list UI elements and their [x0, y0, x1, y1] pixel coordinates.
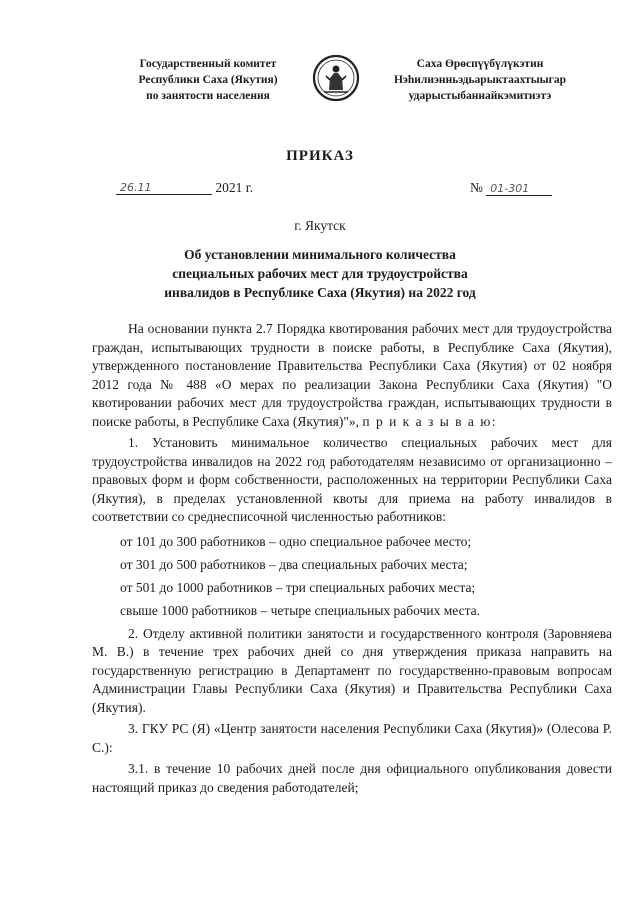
document-number	[470, 180, 552, 196]
header-right-line: Нэһилиэнньэдьарыктаахтыыгар	[393, 74, 567, 86]
document-subject	[0, 245, 640, 302]
subject-line: специальных рабочих мест для трудоустройства	[172, 266, 468, 281]
header-left-line: по занятости населения	[146, 90, 270, 102]
item-3-paragraph: 3. ГКУ РС (Я) «Центр занятости населения Республики Саха (Якутия)» (Олесова Р. С.):	[92, 721, 612, 755]
header-right-line: Саха Өрөспүүбүлүкэтин	[416, 58, 544, 70]
header-left-line: Республики Саха (Якутия)	[138, 74, 278, 86]
preamble-text: На основании пункта 2.7 Порядка квотирования рабочих мест для трудоустройства граждан, испытывающих трудности в поиске работы, в Республике Саха (Якутия), утвержденного постановление Правительства Республики Саха (Якутия) от 02 ноября 2012 года № 488 «О мерах по реализации Закона Республики Саха (Якутия) "О квотировании рабочих мест для трудоустройства граждан, испытывающих трудности в поиске работы, в Республике Саха (Якутия)"»,	[92, 321, 612, 429]
header-right-line: ударыстыбаннайкэмитиэтэ	[408, 90, 552, 102]
date-suffix: 2021 г.	[215, 180, 254, 195]
document-title: ПРИКАЗ	[286, 148, 354, 164]
handwritten-date: 26.11	[116, 181, 212, 195]
list-item: от 501 до 1000 работников – три специальных рабочих места;	[120, 579, 476, 595]
subject-line: инвалидов в Республике Саха (Якутия) на 2022 год	[164, 285, 476, 300]
coat-of-arms-icon	[312, 54, 360, 102]
document-date	[116, 180, 253, 196]
order-word: п р и к а з ы в а ю:	[362, 413, 498, 429]
list-item: свыше 1000 работников – четыре специальных рабочих места.	[120, 602, 480, 618]
list-item: от 101 до 300 работников – одно специальное рабочее место;	[120, 533, 472, 549]
quota-list	[120, 530, 612, 622]
preamble-paragraph	[92, 320, 612, 431]
header-left-line: Государственный комитет	[139, 58, 277, 70]
item-3-1-paragraph: 3.1. в течение 10 рабочих дней после дня официального опубликования довести настоящий приказ до сведения работодателей;	[92, 761, 612, 795]
header-right-block	[360, 56, 600, 104]
list-item: от 301 до 500 работников – два специальных рабочих места;	[120, 556, 468, 572]
subject-line: Об установлении минимального количества	[184, 247, 456, 262]
item-2-paragraph: 2. Отделу активной политики занятости и государственного контроля (Заровняева М. В.) в течение трех рабочих дней со дня утверждения приказа направить на государственную регистрацию в Департамент по государственно-правовым вопросам Администрации Главы Республики Саха (Якутия) и Правительства Республики Саха (Якутия).	[92, 625, 612, 715]
item-1-paragraph: 1. Установить минимальное количество специальных рабочих мест для трудоустройства инвалидов на 2022 год работодателям независимо от организационно – правовых форм и форм собственности, расположенных на территории Республики Саха (Якутия), в пределах установленной квоты для приема на работу инвалидов в соответствии со среднесписочной численностью работников:	[92, 435, 612, 524]
number-prefix: №	[470, 180, 483, 195]
document-body	[92, 320, 612, 800]
handwritten-number: 01-301	[486, 182, 552, 196]
document-city: г. Якутск	[294, 218, 346, 233]
header-left-block	[108, 56, 308, 104]
